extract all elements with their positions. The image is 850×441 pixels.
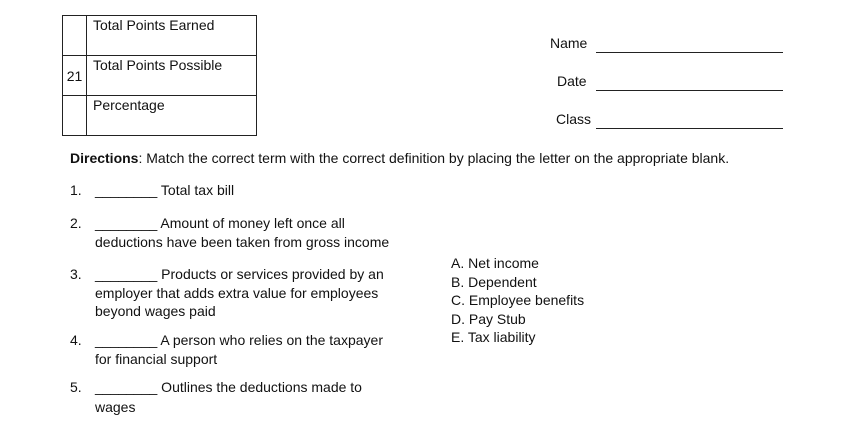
score-table [62, 15, 257, 136]
question-text-cont: wages [95, 398, 136, 415]
directions-heading: Directions [70, 150, 139, 166]
score-row-earned [63, 16, 257, 56]
question-number: 4. [70, 332, 82, 348]
score-earned-label: Total Points Earned [87, 16, 257, 56]
directions [70, 150, 729, 166]
question-text-cont: employer that adds extra value for employees [95, 284, 379, 301]
question-text-cont: deductions have been taken from gross income [95, 233, 390, 250]
question-text[interactable]: ________ A person who relies on the taxpayer [95, 332, 383, 348]
date-field[interactable] [596, 90, 783, 91]
answer-item: A. Net income [451, 255, 539, 271]
answer-item: D. Pay Stub [451, 310, 526, 327]
score-percentage-value[interactable] [63, 96, 87, 136]
date-label: Date [557, 73, 587, 89]
score-possible-value: 21 [63, 56, 87, 96]
answer-item: B. Dependent [451, 273, 537, 290]
question-text[interactable]: ________ Amount of money left once all [95, 215, 345, 231]
answer-item: C. Employee benefits [451, 292, 585, 309]
directions-text: : Match the correct term with the correct definition by placing the letter on the appropriate blank. [138, 150, 730, 166]
question-number: 1. [70, 182, 82, 198]
question-text[interactable]: ________ Total tax bill [95, 182, 235, 198]
score-possible-label: Total Points Possible [87, 56, 257, 96]
question-number: 3. [70, 266, 82, 282]
question-number: 5. [70, 379, 82, 395]
score-row-percentage [63, 96, 257, 136]
question-text[interactable]: ________ Products or services provided by an [95, 266, 384, 282]
class-field[interactable] [596, 128, 783, 129]
answer-choices [451, 254, 584, 347]
question-text-cont: beyond wages paid [95, 303, 216, 319]
name-label: Name [550, 35, 588, 51]
score-percentage-label: Percentage [87, 96, 257, 136]
class-label: Class [556, 111, 592, 127]
answer-item: E. Tax liability [451, 329, 536, 346]
score-earned-value[interactable] [63, 16, 87, 56]
question-text-cont: for financial support [95, 350, 218, 367]
name-field[interactable] [596, 52, 783, 53]
question-number: 2. [70, 215, 82, 231]
question-text[interactable]: ________ Outlines the deductions made to [95, 379, 362, 395]
score-row-possible [63, 56, 257, 96]
